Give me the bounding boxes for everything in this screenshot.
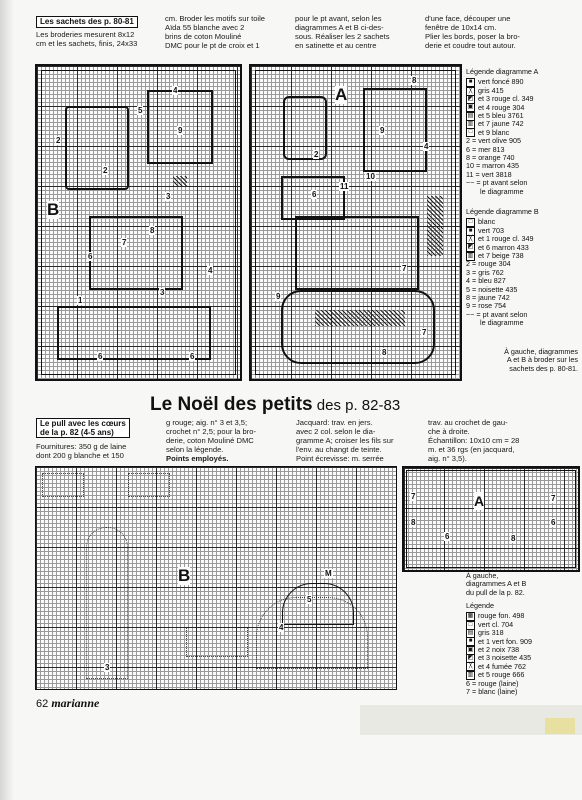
legend-row: ╳ et 1 rouge cl. 349 (466, 235, 578, 243)
stitch-symbol-icon: □ (466, 128, 475, 137)
pull-col2: g rouge; aig. n° 3 et 3,5; crochet n° 2,5; pour la bro- derie, coton Mouliné DMC selon la légende. Points employés. (166, 418, 256, 463)
color-number: 3 (160, 288, 165, 297)
diagram-letter-a: A (335, 85, 348, 104)
stitch-symbol-icon: ▤ (467, 629, 474, 636)
motif-outline (282, 583, 354, 625)
magazine-brand: marianne (51, 696, 100, 710)
section-title-pull: Le pull avec les cœurs de la p. 82 (4-5 ans) (36, 418, 130, 438)
color-number: 6 (551, 518, 556, 527)
legend-row: □ blanc (466, 218, 578, 226)
motif-outline (363, 88, 427, 172)
hatched-area (173, 176, 187, 186)
color-number: 6 (445, 532, 450, 541)
legend-row: 2 = vert olive 905 (466, 136, 521, 146)
color-number: 11 (340, 182, 349, 191)
legend-row: 6 = mer 813 (466, 144, 505, 154)
color-number: 7 (551, 494, 556, 503)
legend-row: ■ et 1 vert fon. 909 (466, 638, 578, 646)
motif-outline (89, 216, 183, 290)
stitch-symbol-icon: ■ (466, 78, 475, 87)
color-number: 4 (173, 86, 178, 95)
stitch-symbol-icon: ◩ (467, 244, 474, 251)
legend-row: □ et 9 blanc (466, 129, 578, 137)
legend-row: 9 = rose 754 (466, 301, 507, 311)
legend-row: 8 = orange 740 (466, 152, 515, 162)
hatched-area (427, 196, 443, 256)
heart-motif (128, 473, 170, 497)
stitch-symbol-icon: □ (466, 218, 475, 227)
stitch-symbol-icon: ▥ (467, 252, 474, 259)
legend-row: 7 = blanc (laine) (466, 686, 518, 696)
color-number: 7 (122, 238, 127, 247)
legend-row: le diagramme (480, 318, 524, 328)
chart-b-sachet (35, 64, 242, 381)
legend-pull (466, 602, 578, 696)
stitch-symbol-icon: ╳ (466, 235, 475, 244)
motif-outline (281, 290, 435, 364)
stitch-symbol-icon: ◩ (467, 95, 474, 102)
legend-row: ◩ et 3 noisette 435 (467, 653, 532, 663)
legend-heading: Légende (466, 601, 494, 610)
color-number: 4 (279, 623, 284, 632)
color-number: 6 (312, 190, 317, 199)
legend-row: ▥ et 7 jaune 742 (467, 119, 524, 129)
legend-row: ╳ gris 415 (466, 87, 578, 95)
diagram-letter-b: B (47, 200, 60, 219)
color-number: 10 (366, 172, 375, 181)
motif-outline (295, 216, 419, 290)
underlying-page-corner (545, 718, 575, 734)
motif-outline (65, 106, 129, 190)
stitch-symbol-icon: □ (466, 621, 475, 630)
stitch-symbol-icon: ■ (466, 637, 475, 646)
stitch-symbol-icon: ▥ (467, 121, 474, 128)
legend-row: ▤ et 5 bleu 3761 (467, 110, 524, 120)
legend-row: ▤ gris 318 (467, 628, 504, 638)
color-number: 4 (208, 266, 213, 275)
color-number: 6 (190, 352, 195, 361)
chart-a-sachet (249, 64, 462, 381)
legend-row: 6 = rouge (laine) (466, 678, 519, 688)
color-number: 5 (138, 106, 143, 115)
intro-col3: pour le pt avant, selon les diagrammes A et B ci-des- sous. Réaliser les 2 sachets en satinette et au centre (295, 14, 390, 50)
color-number: 7 (411, 492, 416, 501)
legend-row: ◩ et 3 rouge cl. 349 (467, 94, 534, 104)
legend-diagram-b (466, 208, 578, 328)
intro-col4: d'une face, découper une fenêtre de 10x14 cm. Plier les bords, poser la bro- derie et coudre tout autour. (425, 14, 520, 50)
intro-col1: Les broderies mesurent 8x12 cm et les sachets, finis, 24x33 (36, 30, 138, 48)
note-top: À gauche, diagrammes A et B à broder sur les sachets des p. 80-81. (504, 347, 578, 373)
stitch-marker: M (325, 569, 332, 578)
stitch-symbol-icon: ■ (466, 227, 475, 236)
color-number: 6 (88, 252, 93, 261)
pull-col4: trav. au crochet de gau- che à droite. Échantillon: 10x10 cm = 28 m. et 36 rgs (en jacquard, aig. n° 3,5). (428, 418, 520, 463)
stitch-symbol-icon: ╳ (466, 87, 475, 96)
color-number: 7 (402, 264, 407, 273)
legend-heading: Légende diagramme B (466, 207, 539, 216)
legend-row: ╳ et 4 fumée 762 (466, 663, 578, 671)
legend-row: ▣ et 4 rouge 304 (467, 102, 525, 112)
stitch-symbol-icon: ▣ (467, 104, 474, 111)
color-number: 3 (105, 663, 110, 672)
legend-row: 11 = vert 3818 (466, 169, 512, 179)
color-number: 8 (150, 226, 155, 235)
legend-row: ▣ et 2 noix 738 (467, 644, 520, 654)
tree-motif (86, 527, 128, 679)
pull-col1: Fournitures: 350 g de laine dont 200 g blanche et 150 (36, 442, 127, 460)
legend-row: 2 = rouge 304 (466, 259, 511, 269)
color-number: 8 (382, 348, 387, 357)
diagram-letter-a: A (474, 493, 485, 509)
stitch-symbol-icon: ◩ (467, 655, 474, 662)
section-title-sachets: Les sachets des p. 80-81 (36, 16, 138, 28)
heart-motif (186, 627, 248, 657)
color-number: 8 (511, 534, 516, 543)
legend-row: ▦ rouge fon. 498 (467, 611, 525, 621)
chart-b-pull (35, 466, 397, 690)
pull-col3: Jacquard: trav. en jers. avec 2 col. selon le dia- gramme A; croiser les fils sur l'env. au changt de teinte. Point écrevisse: m. serrée (296, 418, 394, 463)
color-number: 9 (380, 126, 385, 135)
intro-col2: cm. Broder les motifs sur toile Aïda 55 blanche avec 2 brins de coton Mouliné DMC pour le pt de croix et 1 (165, 14, 266, 50)
legend-diagram-a (466, 68, 578, 196)
legend-row: □ vert cl. 704 (466, 621, 578, 629)
legend-row: 4 = bleu 827 (466, 276, 506, 286)
color-number: 8 (412, 76, 417, 85)
section-main-title: Le Noël des petits des p. 82-83 (150, 394, 401, 415)
legend-heading: Légende diagramme A (466, 67, 539, 76)
legend-row: ▥ et 7 beige 738 (467, 250, 524, 260)
color-number: 3 (166, 192, 171, 201)
page-number: 62 (36, 698, 49, 710)
legend-row: ▥ et 5 rouge 666 (467, 670, 525, 680)
color-number: 1 (78, 296, 83, 305)
page-footer (36, 696, 99, 711)
hatched-area (315, 310, 405, 326)
color-number: 4 (424, 142, 429, 151)
color-number: 2 (314, 150, 319, 159)
legend-row: ■ vert foncé 890 (466, 78, 578, 86)
legend-row: ◩ et 6 marron 433 (467, 242, 529, 252)
stitch-symbol-icon: ▥ (467, 671, 474, 678)
color-number: 2 (103, 166, 108, 175)
legend-row: ■ vert 703 (466, 227, 578, 235)
legend-row: 8 = jaune 742 (466, 292, 510, 302)
chart-a-pull (402, 466, 580, 572)
stitch-symbol-icon: ╳ (466, 662, 475, 671)
motif-outline (283, 96, 327, 160)
stitch-symbol-icon: ▣ (467, 646, 474, 653)
legend-row: le diagramme (480, 186, 524, 196)
legend-row: ~~ = pt avant selon (466, 178, 528, 188)
stitch-symbol-icon: ▤ (467, 112, 474, 119)
diagram-letter-b: B (178, 566, 191, 585)
legend-row: 10 = marron 435 (466, 161, 519, 171)
color-number: 5 (307, 595, 312, 604)
note-bottom: À gauche, diagrammes A et B du pull de la p. 82. (466, 571, 527, 597)
color-number: 7 (422, 328, 427, 337)
legend-row: ~~ = pt avant selon (466, 309, 528, 319)
color-number: 9 (276, 292, 281, 301)
motif-outline (57, 306, 211, 360)
page-gutter-shadow (0, 0, 14, 800)
legend-row: 5 = noisette 435 (466, 284, 518, 294)
color-number: 8 (411, 518, 416, 527)
legend-row: 3 = gris 762 (466, 267, 504, 277)
stitch-symbol-icon: ▦ (467, 613, 474, 620)
heart-motif (42, 473, 84, 497)
color-number: 6 (98, 352, 103, 361)
color-number: 9 (178, 126, 183, 135)
color-number: 2 (56, 136, 61, 145)
